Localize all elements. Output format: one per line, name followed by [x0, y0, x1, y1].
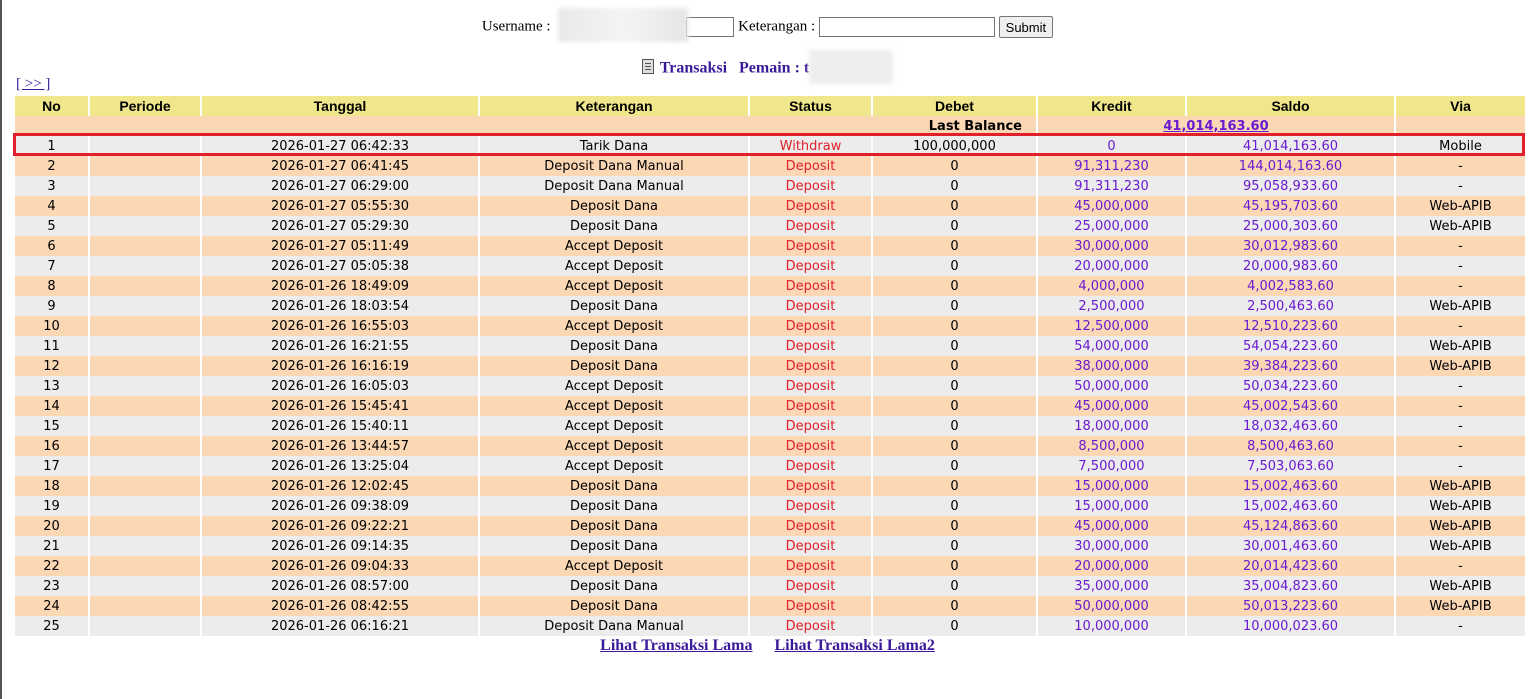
- cell-periode: [90, 376, 200, 396]
- cell-periode: [90, 416, 200, 436]
- cell-tanggal: 2026-01-27 06:29:00: [202, 176, 478, 196]
- cell-status: Deposit: [750, 356, 871, 376]
- cell-no: 7: [15, 256, 88, 276]
- cell-status: Deposit: [750, 556, 871, 576]
- col-header-via: Via: [1396, 96, 1525, 116]
- cell-status: Deposit: [750, 376, 871, 396]
- cell-keterangan: Accept Deposit: [480, 256, 748, 276]
- cell-periode: [90, 256, 200, 276]
- cell-debet: 0: [873, 316, 1036, 336]
- last-balance-label: Last Balance: [15, 116, 1036, 136]
- cell-status: Deposit: [750, 416, 871, 436]
- cell-tanggal: 2026-01-27 05:29:30: [202, 216, 478, 236]
- title-pemain: Pemain : t: [739, 59, 810, 77]
- cell-kredit: 20,000,000: [1038, 556, 1185, 576]
- cell-kredit: 35,000,000: [1038, 576, 1185, 596]
- cell-keterangan: Deposit Dana: [480, 476, 748, 496]
- cell-periode: [90, 456, 200, 476]
- document-icon: [642, 59, 654, 74]
- cell-saldo: 20,000,983.60: [1187, 256, 1394, 276]
- cell-tanggal: 2026-01-26 16:16:19: [202, 356, 478, 376]
- cell-status: Deposit: [750, 276, 871, 296]
- cell-kredit: 12,500,000: [1038, 316, 1185, 336]
- cell-keterangan: Deposit Dana: [480, 536, 748, 556]
- table-row: [15, 156, 1525, 176]
- cell-no: 12: [15, 356, 88, 376]
- cell-saldo: 15,002,463.60: [1187, 496, 1394, 516]
- cell-via: Web-APIB: [1396, 196, 1525, 216]
- cell-saldo: 45,124,863.60: [1187, 516, 1394, 536]
- next-page-link[interactable]: [ >> ]: [16, 76, 51, 92]
- cell-debet: 0: [873, 256, 1036, 276]
- window-left-edge: [0, 0, 2, 699]
- cell-debet: 0: [873, 616, 1036, 636]
- cell-kredit: 8,500,000: [1038, 436, 1185, 456]
- table-row: [15, 216, 1525, 236]
- cell-debet: 0: [873, 596, 1036, 616]
- cell-via: Web-APIB: [1396, 536, 1525, 556]
- cell-via: Web-APIB: [1396, 576, 1525, 596]
- cell-periode: [90, 516, 200, 536]
- cell-saldo: 95,058,933.60: [1187, 176, 1394, 196]
- cell-saldo: 7,503,063.60: [1187, 456, 1394, 476]
- cell-saldo: 18,032,463.60: [1187, 416, 1394, 436]
- cell-periode: [90, 276, 200, 296]
- cell-periode: [90, 616, 200, 636]
- cell-keterangan: Accept Deposit: [480, 396, 748, 416]
- cell-no: 13: [15, 376, 88, 396]
- cell-keterangan: Deposit Dana: [480, 516, 748, 536]
- cell-no: 5: [15, 216, 88, 236]
- cell-tanggal: 2026-01-26 13:25:04: [202, 456, 478, 476]
- cell-saldo: 54,054,223.60: [1187, 336, 1394, 356]
- cell-status: Deposit: [750, 156, 871, 176]
- cell-periode: [90, 136, 200, 156]
- cell-no: 4: [15, 196, 88, 216]
- cell-no: 14: [15, 396, 88, 416]
- cell-via: -: [1396, 416, 1525, 436]
- cell-periode: [90, 176, 200, 196]
- cell-debet: 0: [873, 296, 1036, 316]
- cell-status: Deposit: [750, 596, 871, 616]
- cell-tanggal: 2026-01-26 09:14:35: [202, 536, 478, 556]
- cell-kredit: 50,000,000: [1038, 376, 1185, 396]
- cell-via: -: [1396, 556, 1525, 576]
- cell-status: Deposit: [750, 576, 871, 596]
- cell-via: Web-APIB: [1396, 496, 1525, 516]
- cell-tanggal: 2026-01-26 15:40:11: [202, 416, 478, 436]
- cell-status: Deposit: [750, 216, 871, 236]
- table-row: [15, 516, 1525, 536]
- cell-kredit: 18,000,000: [1038, 416, 1185, 436]
- table-row: [15, 536, 1525, 556]
- cell-status: Deposit: [750, 516, 871, 536]
- cell-debet: 0: [873, 416, 1036, 436]
- cell-kredit: 30,000,000: [1038, 236, 1185, 256]
- cell-keterangan: Accept Deposit: [480, 276, 748, 296]
- cell-periode: [90, 216, 200, 236]
- cell-no: 15: [15, 416, 88, 436]
- cell-saldo: 12,510,223.60: [1187, 316, 1394, 336]
- search-form: [0, 10, 1535, 44]
- cell-kredit: 38,000,000: [1038, 356, 1185, 376]
- cell-debet: 0: [873, 156, 1036, 176]
- cell-no: 11: [15, 336, 88, 356]
- cell-kredit: 91,311,230: [1038, 176, 1185, 196]
- cell-tanggal: 2026-01-26 16:05:03: [202, 376, 478, 396]
- cell-keterangan: Deposit Dana: [480, 576, 748, 596]
- cell-tanggal: 2026-01-27 05:05:38: [202, 256, 478, 276]
- table-row: [15, 416, 1525, 436]
- submit-button[interactable]: Submit: [999, 16, 1053, 38]
- cell-tanggal: 2026-01-26 18:03:54: [202, 296, 478, 316]
- cell-tanggal: 2026-01-26 09:22:21: [202, 516, 478, 536]
- cell-via: -: [1396, 396, 1525, 416]
- cell-tanggal: 2026-01-27 05:55:30: [202, 196, 478, 216]
- cell-tanggal: 2026-01-26 16:21:55: [202, 336, 478, 356]
- cell-via: Web-APIB: [1396, 216, 1525, 236]
- cell-via: Web-APIB: [1396, 356, 1525, 376]
- cell-via: -: [1396, 176, 1525, 196]
- cell-no: 20: [15, 516, 88, 536]
- table-row: [15, 576, 1525, 596]
- cell-kredit: 30,000,000: [1038, 536, 1185, 556]
- cell-tanggal: 2026-01-27 06:41:45: [202, 156, 478, 176]
- cell-via: -: [1396, 436, 1525, 456]
- cell-saldo: 45,195,703.60: [1187, 196, 1394, 216]
- cell-debet: 0: [873, 176, 1036, 196]
- cell-keterangan: Deposit Dana Manual: [480, 176, 748, 196]
- cell-periode: [90, 236, 200, 256]
- cell-periode: [90, 396, 200, 416]
- keterangan-label: Keterangan :: [738, 18, 816, 35]
- cell-status: Deposit: [750, 236, 871, 256]
- cell-via: Web-APIB: [1396, 476, 1525, 496]
- cell-saldo: 30,012,983.60: [1187, 236, 1394, 256]
- cell-kredit: 91,311,230: [1038, 156, 1185, 176]
- cell-periode: [90, 576, 200, 596]
- cell-no: 19: [15, 496, 88, 516]
- cell-status: Deposit: [750, 336, 871, 356]
- cell-saldo: 144,014,163.60: [1187, 156, 1394, 176]
- cell-no: 8: [15, 276, 88, 296]
- cell-periode: [90, 496, 200, 516]
- cell-debet: 0: [873, 516, 1036, 536]
- cell-keterangan: Deposit Dana: [480, 356, 748, 376]
- cell-no: 10: [15, 316, 88, 336]
- table-row: [15, 376, 1525, 396]
- page-title: [0, 52, 1535, 86]
- cell-no: 24: [15, 596, 88, 616]
- cell-status: Deposit: [750, 316, 871, 336]
- table-row: [15, 296, 1525, 316]
- username-label: Username :: [481, 18, 551, 35]
- cell-status: Deposit: [750, 616, 871, 636]
- cell-periode: [90, 296, 200, 316]
- table-row: [15, 476, 1525, 496]
- old-transactions-link-2[interactable]: Lihat Transaksi Lama2: [774, 637, 935, 654]
- col-header-saldo: Saldo: [1187, 96, 1394, 116]
- cell-saldo: 4,002,583.60: [1187, 276, 1394, 296]
- cell-kredit: 45,000,000: [1038, 396, 1185, 416]
- cell-status: Deposit: [750, 436, 871, 456]
- cell-via: -: [1396, 616, 1525, 636]
- cell-kredit: 15,000,000: [1038, 496, 1185, 516]
- cell-debet: 0: [873, 236, 1036, 256]
- cell-kredit: 50,000,000: [1038, 596, 1185, 616]
- cell-saldo: 39,384,223.60: [1187, 356, 1394, 376]
- cell-debet: 0: [873, 536, 1036, 556]
- cell-status: Deposit: [750, 296, 871, 316]
- table-header-row: [15, 96, 1525, 116]
- cell-keterangan: Accept Deposit: [480, 456, 748, 476]
- cell-via: Web-APIB: [1396, 516, 1525, 536]
- last-balance-value: 41,014,163.60: [1038, 116, 1394, 136]
- cell-via: -: [1396, 316, 1525, 336]
- cell-kredit: 25,000,000: [1038, 216, 1185, 236]
- cell-debet: 0: [873, 216, 1036, 236]
- table-row: [15, 456, 1525, 476]
- table-row: [15, 356, 1525, 376]
- cell-debet: 0: [873, 456, 1036, 476]
- cell-periode: [90, 556, 200, 576]
- cell-tanggal: 2026-01-26 09:04:33: [202, 556, 478, 576]
- cell-keterangan: Deposit Dana: [480, 336, 748, 356]
- cell-tanggal: 2026-01-26 13:44:57: [202, 436, 478, 456]
- table-row: [15, 436, 1525, 456]
- cell-periode: [90, 436, 200, 456]
- cell-status: Deposit: [750, 476, 871, 496]
- cell-kredit: 10,000,000: [1038, 616, 1185, 636]
- cell-periode: [90, 156, 200, 176]
- cell-keterangan: Accept Deposit: [480, 236, 748, 256]
- footer-links: [0, 637, 1535, 655]
- cell-kredit: 45,000,000: [1038, 516, 1185, 536]
- cell-debet: 0: [873, 436, 1036, 456]
- cell-debet: 0: [873, 396, 1036, 416]
- table-row: [15, 496, 1525, 516]
- cell-no: 16: [15, 436, 88, 456]
- cell-no: 25: [15, 616, 88, 636]
- cell-tanggal: 2026-01-26 16:55:03: [202, 316, 478, 336]
- cell-status: Deposit: [750, 496, 871, 516]
- col-header-status: Status: [750, 96, 871, 116]
- table-row: [15, 236, 1525, 256]
- cell-debet: 0: [873, 196, 1036, 216]
- cell-via: Web-APIB: [1396, 336, 1525, 356]
- cell-periode: [90, 536, 200, 556]
- cell-tanggal: 2026-01-26 15:45:41: [202, 396, 478, 416]
- cell-no: 21: [15, 536, 88, 556]
- cell-via: -: [1396, 376, 1525, 396]
- cell-via: -: [1396, 236, 1525, 256]
- cell-via: -: [1396, 456, 1525, 476]
- cell-via: -: [1396, 256, 1525, 276]
- cell-via: Mobile: [1396, 136, 1525, 156]
- cell-saldo: 30,001,463.60: [1187, 536, 1394, 556]
- cell-via: -: [1396, 156, 1525, 176]
- table-row: [15, 136, 1525, 156]
- cell-keterangan: Deposit Dana: [480, 296, 748, 316]
- cell-kredit: 45,000,000: [1038, 196, 1185, 216]
- cell-debet: 0: [873, 336, 1036, 356]
- cell-saldo: 50,013,223.60: [1187, 596, 1394, 616]
- table-row: [15, 396, 1525, 416]
- cell-tanggal: 2026-01-26 09:38:09: [202, 496, 478, 516]
- cell-debet: 0: [873, 576, 1036, 596]
- cell-periode: [90, 196, 200, 216]
- cell-kredit: 0: [1038, 136, 1185, 156]
- cell-keterangan: Deposit Dana Manual: [480, 156, 748, 176]
- cell-periode: [90, 336, 200, 356]
- transaction-table: [13, 96, 1527, 636]
- cell-periode: [90, 356, 200, 376]
- cell-keterangan: Deposit Dana Manual: [480, 616, 748, 636]
- cell-debet: 0: [873, 476, 1036, 496]
- cell-saldo: 25,000,303.60: [1187, 216, 1394, 236]
- cell-kredit: 15,000,000: [1038, 476, 1185, 496]
- redacted-username: [558, 8, 688, 42]
- table-row: [15, 556, 1525, 576]
- cell-status: Deposit: [750, 456, 871, 476]
- table-row: [15, 176, 1525, 196]
- cell-kredit: 7,500,000: [1038, 456, 1185, 476]
- cell-tanggal: 2026-01-26 08:42:55: [202, 596, 478, 616]
- cell-status: Withdraw: [750, 136, 871, 156]
- cell-debet: 100,000,000: [873, 136, 1036, 156]
- table-row: [15, 316, 1525, 336]
- old-transactions-link[interactable]: Lihat Transaksi Lama: [600, 637, 753, 654]
- col-header-periode: Periode: [90, 96, 200, 116]
- cell-keterangan: Accept Deposit: [480, 416, 748, 436]
- col-header-debet: Debet: [873, 96, 1036, 116]
- cell-debet: 0: [873, 556, 1036, 576]
- cell-debet: 0: [873, 496, 1036, 516]
- title-transaksi: Transaksi: [659, 59, 728, 77]
- cell-kredit: 20,000,000: [1038, 256, 1185, 276]
- cell-tanggal: 2026-01-26 18:49:09: [202, 276, 478, 296]
- cell-saldo: 10,000,023.60: [1187, 616, 1394, 636]
- cell-keterangan: Tarik Dana: [480, 136, 748, 156]
- cell-tanggal: 2026-01-26 12:02:45: [202, 476, 478, 496]
- table-row: [15, 616, 1525, 636]
- cell-status: Deposit: [750, 396, 871, 416]
- cell-saldo: 45,002,543.60: [1187, 396, 1394, 416]
- cell-periode: [90, 316, 200, 336]
- cell-status: Deposit: [750, 176, 871, 196]
- cell-via: Web-APIB: [1396, 596, 1525, 616]
- cell-saldo: 41,014,163.60: [1187, 136, 1394, 156]
- cell-status: Deposit: [750, 536, 871, 556]
- cell-saldo: 15,002,463.60: [1187, 476, 1394, 496]
- cell-status: Deposit: [750, 196, 871, 216]
- cell-no: 9: [15, 296, 88, 316]
- cell-no: 17: [15, 456, 88, 476]
- last-balance-empty: [1396, 116, 1525, 136]
- col-header-keterangan: Keterangan: [480, 96, 748, 116]
- cell-no: 23: [15, 576, 88, 596]
- cell-tanggal: 2026-01-26 06:16:21: [202, 616, 478, 636]
- cell-no: 6: [15, 236, 88, 256]
- cell-no: 22: [15, 556, 88, 576]
- cell-keterangan: Accept Deposit: [480, 436, 748, 456]
- cell-saldo: 35,004,823.60: [1187, 576, 1394, 596]
- cell-keterangan: Deposit Dana: [480, 496, 748, 516]
- cell-no: 3: [15, 176, 88, 196]
- cell-debet: 0: [873, 276, 1036, 296]
- cell-periode: [90, 476, 200, 496]
- table-row: [15, 276, 1525, 296]
- cell-kredit: 2,500,000: [1038, 296, 1185, 316]
- cell-keterangan: Deposit Dana: [480, 216, 748, 236]
- cell-kredit: 54,000,000: [1038, 336, 1185, 356]
- col-header-tanggal: Tanggal: [202, 96, 478, 116]
- cell-no: 2: [15, 156, 88, 176]
- cell-tanggal: 2026-01-26 08:57:00: [202, 576, 478, 596]
- cell-via: Web-APIB: [1396, 296, 1525, 316]
- cell-via: -: [1396, 276, 1525, 296]
- cell-saldo: 50,034,223.60: [1187, 376, 1394, 396]
- table-row: [15, 196, 1525, 216]
- username-input[interactable]: [686, 17, 734, 37]
- cell-debet: 0: [873, 356, 1036, 376]
- cell-kredit: 4,000,000: [1038, 276, 1185, 296]
- cell-no: 1: [15, 136, 88, 156]
- cell-saldo: 20,014,423.60: [1187, 556, 1394, 576]
- cell-status: Deposit: [750, 256, 871, 276]
- last-balance-row: [15, 116, 1525, 136]
- table-row: [15, 256, 1525, 276]
- keterangan-input[interactable]: [819, 17, 995, 37]
- col-header-no: No: [15, 96, 88, 116]
- cell-saldo: 2,500,463.60: [1187, 296, 1394, 316]
- cell-saldo: 8,500,463.60: [1187, 436, 1394, 456]
- redacted-player-name: [809, 50, 893, 84]
- table-row: [15, 336, 1525, 356]
- cell-keterangan: Deposit Dana: [480, 196, 748, 216]
- cell-keterangan: Accept Deposit: [480, 376, 748, 396]
- cell-keterangan: Accept Deposit: [480, 556, 748, 576]
- cell-keterangan: Deposit Dana: [480, 596, 748, 616]
- cell-debet: 0: [873, 376, 1036, 396]
- cell-tanggal: 2026-01-27 06:42:33: [202, 136, 478, 156]
- cell-no: 18: [15, 476, 88, 496]
- cell-keterangan: Accept Deposit: [480, 316, 748, 336]
- cell-periode: [90, 596, 200, 616]
- col-header-kredit: Kredit: [1038, 96, 1185, 116]
- cell-tanggal: 2026-01-27 05:11:49: [202, 236, 478, 256]
- table-row: [15, 596, 1525, 616]
